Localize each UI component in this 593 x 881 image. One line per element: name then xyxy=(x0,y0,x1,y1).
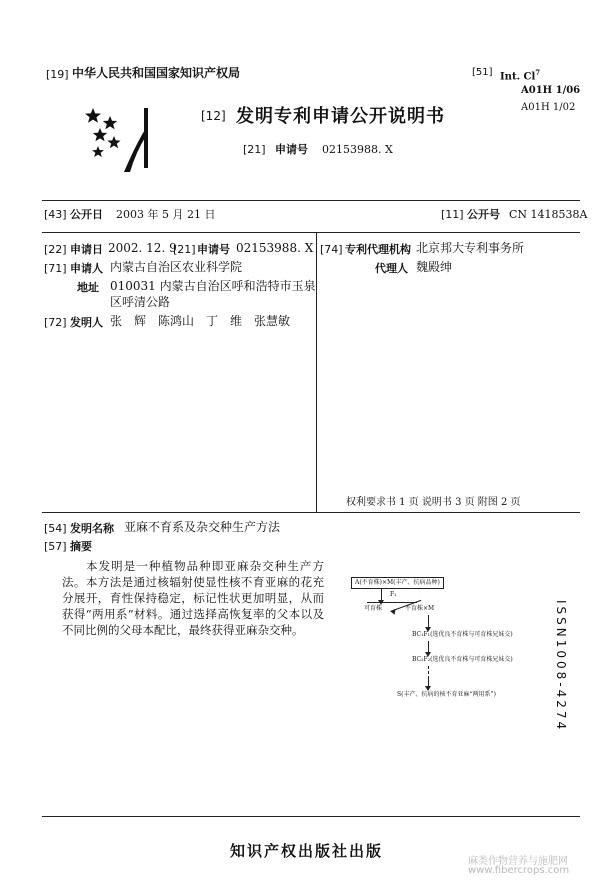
publication-number-value: CN 1418538A xyxy=(509,208,588,221)
tag-21b: [21] xyxy=(173,243,196,256)
diagram-fertile-plant: 可育株 xyxy=(364,605,383,612)
tag-71: [71] xyxy=(44,262,67,275)
watermark-url: www.fibercrops.com xyxy=(468,865,570,876)
publication-date-label: 公开日 xyxy=(70,208,103,221)
diagram-arrow-f1 xyxy=(381,589,382,601)
diagram-f1-label: F₁ xyxy=(390,591,397,598)
agent-label: 代理人 xyxy=(375,262,408,275)
invention-title-label: 发明名称 xyxy=(70,522,114,535)
address-line-2: 区呼清公路 xyxy=(110,295,171,309)
applicant-value: 内蒙古自治区农业科学院 xyxy=(110,260,243,274)
tag-51: [51] xyxy=(472,67,493,78)
tag-21: [21] xyxy=(243,143,266,156)
tag-43: [43] xyxy=(44,208,67,221)
patent-office-name: 中华人民共和国国家知识产权局 xyxy=(72,66,241,80)
tag-74: [74] xyxy=(320,243,343,256)
application-number-label: 申请号 xyxy=(275,143,308,156)
agent-value: 魏殿绅 xyxy=(416,260,453,274)
diagram-final: S(丰产、抗病的核不育亚麻“两用系”) xyxy=(397,691,496,698)
rule-footer xyxy=(42,816,580,817)
tag-11: [11] xyxy=(441,208,464,221)
diagram-dashed-connector xyxy=(428,666,430,674)
tag-57: [57] xyxy=(44,540,67,553)
tag-54: [54] xyxy=(44,522,67,535)
document-title: 发明专利申请公开说明书 xyxy=(236,106,445,127)
filing-date-value: 2002. 12. 9 xyxy=(108,241,177,255)
publisher: 知识产权出版社出版 xyxy=(230,842,384,860)
inventor-label: 发明人 xyxy=(70,316,103,329)
diagram-arrow-final xyxy=(428,676,429,687)
address-label: 地址 xyxy=(77,281,99,294)
class-sub: A01H 1/02 xyxy=(521,102,576,113)
rule-biblio-top xyxy=(42,232,580,233)
application-number-label-2: 申请号 xyxy=(197,243,230,256)
class-main: A01H 1/06 xyxy=(521,85,581,96)
diagram-arrow-bc2 xyxy=(428,641,429,653)
int-cl-label: Int. Cl$^7$ xyxy=(500,68,541,83)
filing-date-label: 申请日 xyxy=(70,243,103,256)
address-line-1: 010031 内蒙古自治区呼和浩特市玉泉 xyxy=(110,279,316,293)
abstract-label: 摘要 xyxy=(70,540,92,553)
publication-number-label: 公开号 xyxy=(467,208,500,221)
diagram-sterile-cross: 不育株×M xyxy=(405,605,435,612)
abstract-text: 本发明是一种植物品种即亚麻杂交种生产方法。本方法是通过核辐射使显性核不育亚麻的花充分展开，育性保持稳定，标记性状更加明显，从而获得“两用系”材料。通过选择高恢复率的父本以及不同比例的父母本配比，最终获得亚麻杂交种。 xyxy=(62,559,324,637)
tag-19: [19] xyxy=(46,68,69,81)
publication-date-value: 2003 年 5 月 21 日 xyxy=(116,208,216,221)
agency-value: 北京邦大专利事务所 xyxy=(416,241,525,255)
rule-top xyxy=(42,200,580,201)
diagram-arrow-bc1 xyxy=(428,615,429,628)
diagram-bc1: BC₁F₁(选优良不育株与可育株兄妹交) xyxy=(412,631,513,638)
tag-12: [12] xyxy=(201,109,226,123)
application-number-value: 02153988. X xyxy=(322,143,393,156)
biblio-column-divider xyxy=(316,232,317,512)
diagram-bc2: BC₂F₂(选优良不育株与可育株兄妹交) xyxy=(412,656,513,663)
rule-abstract-top xyxy=(42,512,580,513)
page-count-info: 权利要求书 1 页 说明书 3 页 附图 2 页 xyxy=(346,497,521,508)
cnipa-emblem-icon xyxy=(84,106,158,174)
watermark-text: 麻类作物营养与施肥网 xyxy=(468,856,568,867)
invention-title-value: 亚麻不育系及杂交种生产方法 xyxy=(124,520,281,534)
inventor-value: 张 辉 陈鸿山 丁 维 张慧敏 xyxy=(110,314,291,328)
application-number-value-2: 02153988. X xyxy=(236,241,314,255)
tag-72: [72] xyxy=(44,316,67,329)
diagram-cross-box: A(不育株)×M(丰产、抗病品种) xyxy=(351,577,444,589)
applicant-label: 申请人 xyxy=(70,262,103,275)
tag-22: [22] xyxy=(44,243,67,256)
agency-label: 专利代理机构 xyxy=(345,243,411,256)
side-issn: ISSN1008-4274 xyxy=(554,600,568,733)
